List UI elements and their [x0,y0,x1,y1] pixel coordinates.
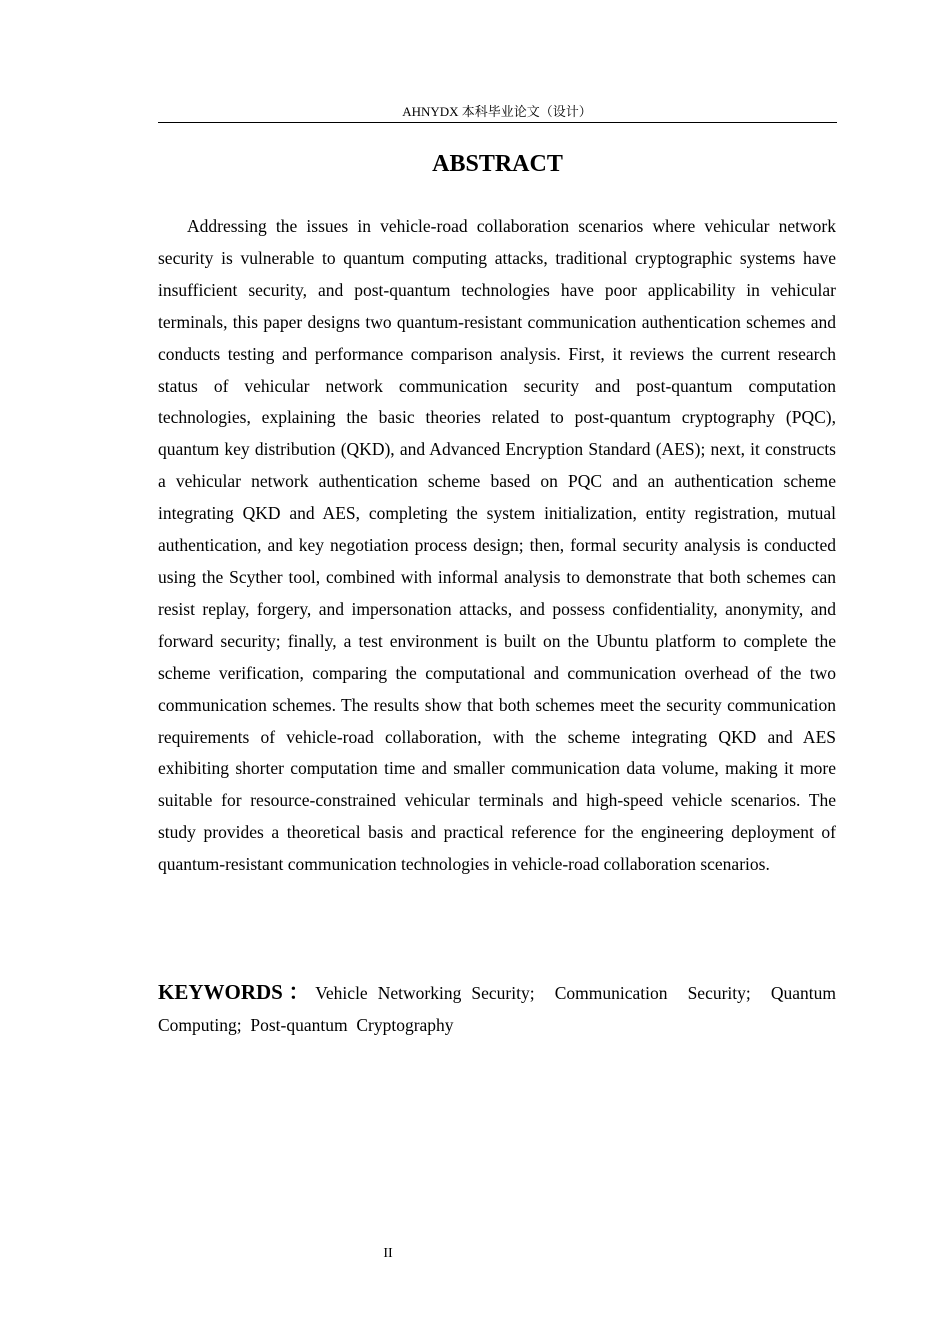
running-header: AHNYDX 本科毕业论文（设计） [402,104,592,119]
keywords-section [158,977,841,1041]
header-divider [158,122,837,123]
keywords-label: KEYWORDS： [158,980,316,1004]
page-title: ABSTRACT [432,151,563,177]
keywords-text: Vehicle Networking Security; Communication Security; Quantum Computing; Post-quantum Cryptography [158,983,841,1035]
abstract-paragraph: Addressing the issues in vehicle-road collaboration scenarios where vehicular network security is vulnerable to quantum computing attacks, traditional cryptographic systems have insufficient security, and post-quantum technologies have poor applicability in vehicular terminals, this paper designs two quantum-resistant communication authentication schemes and conducts testing and performance comparison analysis. First, it reviews the current research status of vehicular network communication security and post-quantum computation technologies, explaining the basic theories related to post-quantum cryptography (PQC), quantum key distribution (QKD), and Advanced Encryption Standard (AES); next, it constructs a vehicular network authentication scheme based on PQC and an authentication scheme integrating QKD and AES, completing the system initialization, entity registration, mutual authentication, and key negotiation process design; then, formal security analysis is conducted using the Scyther tool, combined with informal analysis to demonstrate that both schemes can resist replay, forgery, and impersonation attacks, and possess confidentiality, anonymity, and forward security; finally, a test environment is built on the Ubuntu platform to complete the scheme verification, comparing the computational and communication overhead of the two communication schemes. The results show that both schemes meet the security communication requirements of vehicle-road collaboration, with the scheme integrating QKD and AES exhibiting shorter computation time and smaller communication data volume, making it more suitable for resource-constrained vehicular terminals and high-speed vehicle scenarios. The study provides a theoretical basis and practical reference for the engineering deployment of quantum-resistant communication technologies in vehicle-road collaboration scenarios. [158,216,836,875]
page-number: II [383,1246,393,1261]
